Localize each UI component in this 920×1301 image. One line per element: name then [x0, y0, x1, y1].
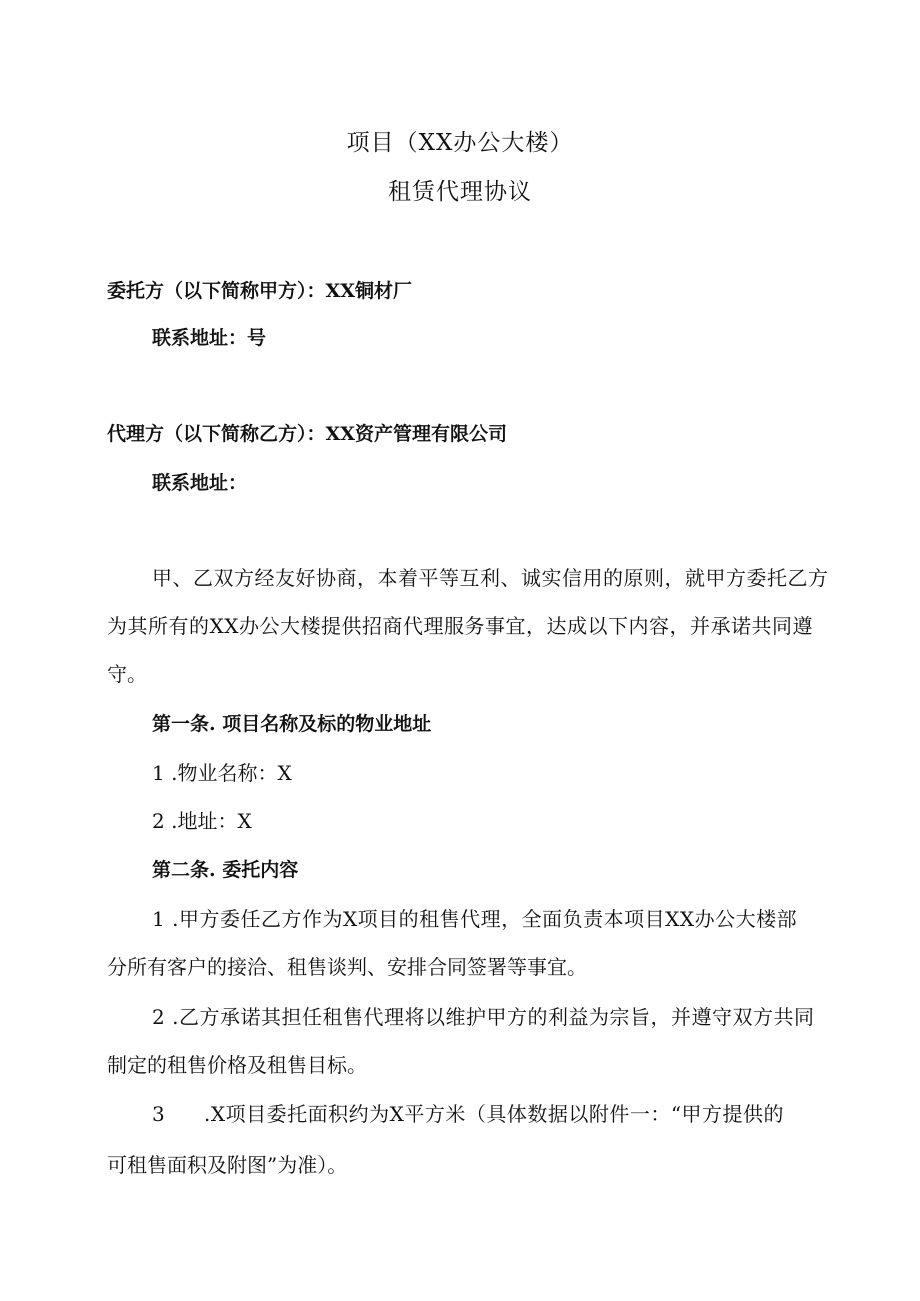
intro-line-3: 守。 — [107, 662, 147, 686]
document-title-line1: 项目（XX办公大楼） — [346, 130, 574, 156]
article-2-heading: 第二条. 委托内容 — [152, 859, 299, 881]
party-a-address: 联系地址：号 — [152, 327, 267, 349]
intro-line-1: 甲、乙双方经友好协商，本着平等互利、诚实信用的原则，就甲方委托乙方 — [152, 566, 829, 590]
article-2-item-3-line-2: 可租售面积及附图”为准）。 — [107, 1153, 348, 1177]
article-2-item-1-line-2: 分所有客户的接洽、租售谈判、安排合同签署等事宜。 — [107, 955, 587, 979]
article-1-item-1: 1 .物业名称：X — [152, 761, 292, 785]
article-2-item-3-line-1: .X项目委托面积约为X平方米（具体数据以附件一：“甲方提供的 — [204, 1102, 785, 1126]
article-2-item-1-line-1: 1 .甲方委任乙方作为X项目的租售代理，全面负责本项目XX办公大楼部 — [152, 907, 798, 931]
article-2-item-2-line-2: 制定的租售价格及租售目标。 — [107, 1053, 367, 1077]
article-2-item-3-number: 3 — [152, 1102, 165, 1126]
article-1-heading: 第一条. 项目名称及标的物业地址 — [152, 713, 432, 735]
article-1-item-2: 2 .地址：X — [152, 809, 252, 833]
party-b-label: 代理方（以下简称乙方）：XX资产管理有限公司 — [107, 423, 507, 445]
party-a-label: 委托方（以下简称甲方）：XX铜材厂 — [107, 280, 412, 302]
party-b-address: 联系地址： — [152, 472, 248, 494]
document-title-line2: 租赁代理协议 — [388, 179, 532, 205]
article-2-item-2-line-1: 2 .乙方承诺其担任租售代理将以维护甲方的利益为宗旨，并遵守双方共同 — [152, 1005, 815, 1029]
intro-line-2: 为其所有的XX办公大楼提供招商代理服务事宜，达成以下内容，并承诺共同遵 — [107, 614, 813, 638]
